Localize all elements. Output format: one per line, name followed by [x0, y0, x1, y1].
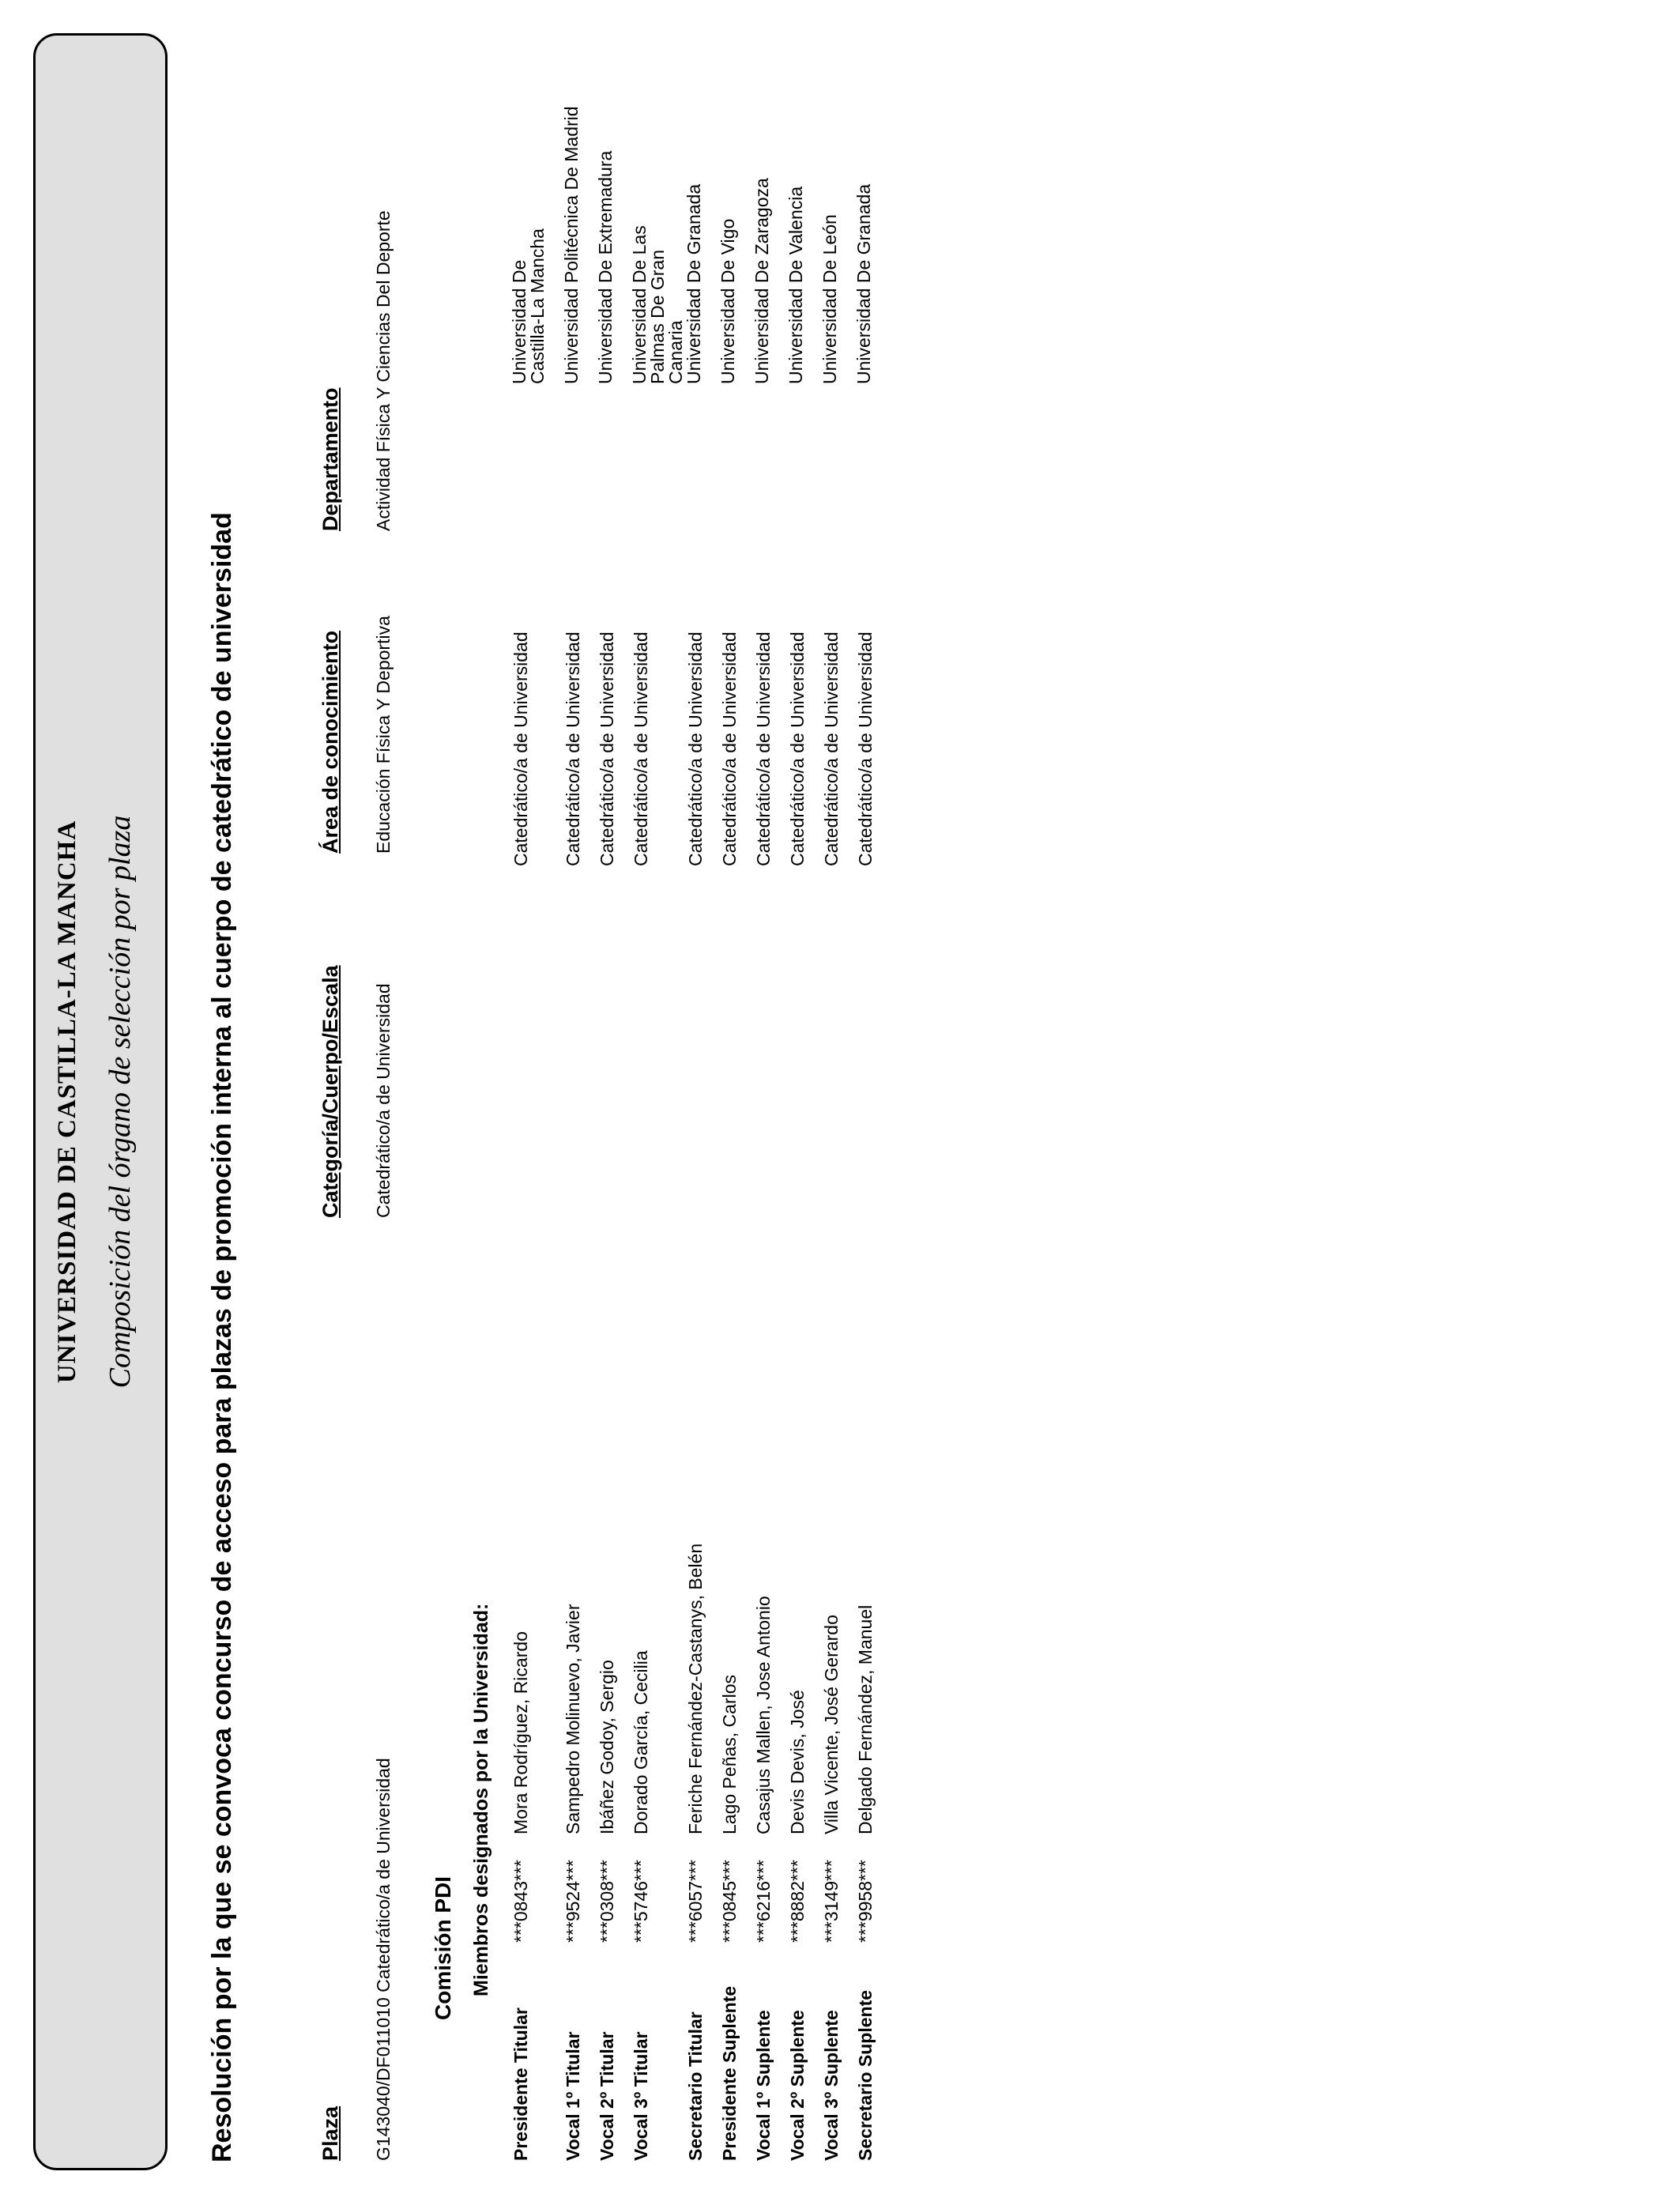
table-row [597, 0, 628, 2194]
table-row [509, 0, 548, 2194]
member-id: ***8882*** [787, 1860, 808, 1943]
commission-subtitle: Miembros designados por la Universidad: [470, 1603, 492, 1996]
member-university: Universidad De Zaragoza [751, 178, 772, 384]
header-departamento: Departamento [318, 387, 342, 531]
document-subtitle: Composición del órgano de selección por plaza [104, 815, 137, 1389]
commission-title: Comisión PDI [431, 1875, 455, 2020]
member-id: ***3149*** [821, 1860, 842, 1943]
member-id: ***5746*** [631, 1860, 651, 1943]
table-row [821, 0, 853, 2194]
member-category: Catedrático/a de Universidad [510, 631, 531, 866]
member-name: Casajus Mallen, Jose Antonio [753, 1596, 774, 1834]
table-row [753, 0, 785, 2194]
member-category: Catedrático/a de Universidad [787, 631, 808, 866]
member-category: Catedrático/a de Universidad [597, 631, 617, 866]
member-name: Devis Devis, José [787, 1690, 808, 1834]
header-categoria: Categoría/Cuerpo/Escala [318, 965, 342, 1218]
member-role: Presidente Suplente [719, 1985, 740, 2161]
member-role: Secretario Suplente [855, 1989, 876, 2161]
header-box [33, 33, 168, 2170]
member-role: Secretario Titular [685, 2011, 706, 2161]
member-university: Universidad De Las Palmas De Gran Canaria [629, 225, 686, 384]
member-role: Vocal 1º Titular [563, 2031, 583, 2161]
member-id: ***0308*** [597, 1860, 617, 1943]
member-category: Catedrático/a de Universidad [563, 631, 583, 866]
table-row [685, 0, 717, 2194]
member-category: Catedrático/a de Universidad [685, 631, 706, 866]
member-name: Mora Rodríguez, Ricardo [510, 1631, 531, 1834]
member-id: ***9524*** [563, 1860, 583, 1943]
member-university: Universidad De Valencia [785, 186, 806, 384]
member-name: Lago Peñas, Carlos [719, 1674, 740, 1834]
member-university: Universidad De Granada [684, 183, 704, 384]
member-university: Universidad De Granada [853, 183, 874, 384]
plaza-value: G143040/DF011010 Catedrático/a de Universidad [373, 1758, 394, 2161]
table-row [855, 0, 887, 2194]
member-category: Catedrático/a de Universidad [719, 631, 740, 866]
member-category: Catedrático/a de Universidad [855, 631, 876, 866]
member-id: ***6057*** [685, 1860, 706, 1943]
member-name: Ibáñez Godoy, Sergio [597, 1660, 617, 1834]
member-university: Universidad De Castilla-La Mancha [509, 228, 548, 384]
member-name: Villa Vicente, José Gerardo [821, 1615, 842, 1834]
member-university: Universidad Politécnica De Madrid [561, 106, 582, 384]
area-value: Educación Física Y Deportiva [373, 616, 394, 854]
member-name: Feriche Fernández-Castanys, Belén [685, 1543, 706, 1834]
member-category: Catedrático/a de Universidad [753, 631, 774, 866]
member-id: ***9958*** [855, 1860, 876, 1943]
header-area: Área de conocimiento [318, 630, 342, 854]
member-role: Vocal 3º Suplente [821, 2010, 842, 2161]
member-name: Dorado García, Cecilia [631, 1650, 651, 1834]
university-name: UNIVERSIDAD DE CASTILLA-LA MANCHA [53, 820, 81, 1384]
member-role: Vocal 1º Suplente [753, 2010, 774, 2161]
table-row [563, 0, 594, 2194]
member-name: Delgado Fernández, Manuel [855, 1604, 876, 1834]
member-role: Presidente Titular [510, 2007, 531, 2161]
table-row [719, 0, 751, 2194]
departamento-value: Actividad Física Y Ciencias Del Deporte [373, 210, 394, 531]
member-name: Sampedro Molinuevo, Javier [563, 1604, 583, 1834]
member-role: Vocal 2º Suplente [787, 2010, 808, 2161]
table-row [629, 0, 686, 2194]
member-category: Catedrático/a de Universidad [631, 631, 651, 866]
member-university: Universidad De Vigo [718, 218, 738, 384]
header-plaza: Plaza [318, 2105, 342, 2161]
member-category: Catedrático/a de Universidad [821, 631, 842, 866]
member-id: ***0843*** [510, 1860, 531, 1943]
member-id: ***0845*** [719, 1860, 740, 1943]
member-university: Universidad De Extremadura [595, 150, 616, 384]
member-university: Universidad De León [819, 214, 840, 384]
resolution-title: Resolución por la que se convoca concurso de acceso para plazas de promoción interna al cuerpo de catedrático de universidad [207, 512, 237, 2162]
table-row [787, 0, 819, 2194]
member-id: ***6216*** [753, 1860, 774, 1943]
member-role: Vocal 2º Titular [597, 2031, 617, 2161]
member-role: Vocal 3º Titular [631, 2031, 651, 2161]
categoria-value: Catedrático/a de Universidad [373, 983, 394, 1218]
